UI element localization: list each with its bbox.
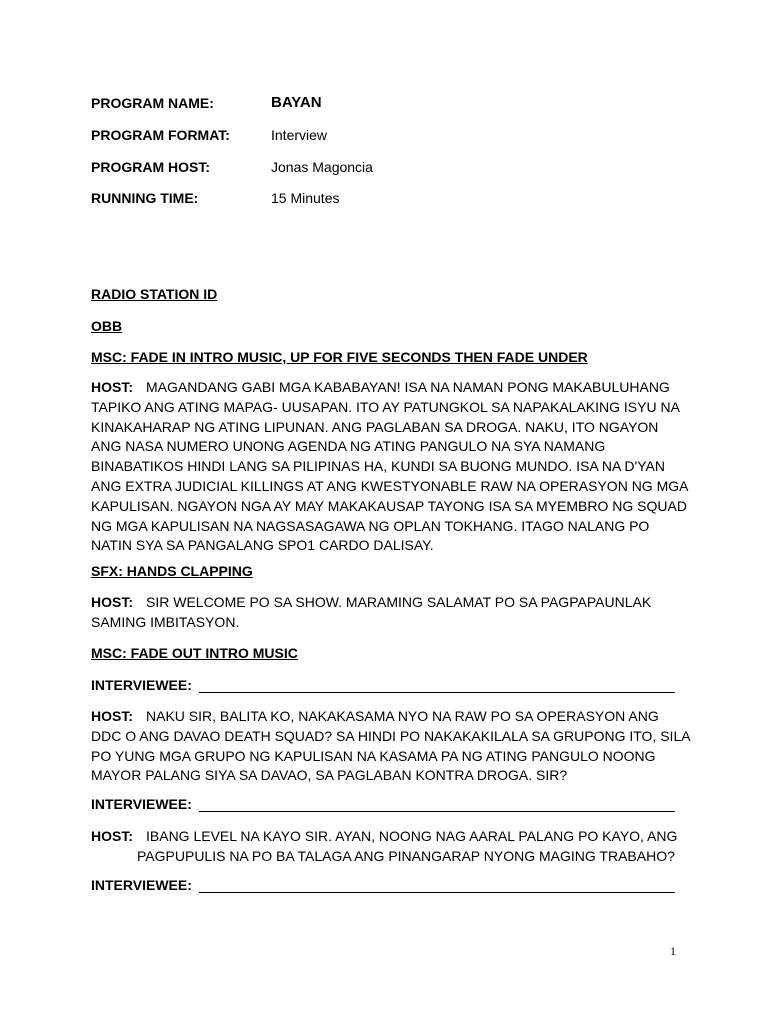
interviewee-line-3 [91,877,675,893]
host-label: HOST: [91,828,133,844]
cue-radio-station-id: RADIO STATION ID [91,286,218,302]
cue-msc-fade-in: MSC: FADE IN INTRO MUSIC, UP FOR FIVE SECONDS THEN FADE UNDER [91,349,588,365]
program-name-value: BAYAN [271,94,322,111]
answer-blank [199,798,675,812]
interviewee-line-1 [91,677,675,693]
program-host-value: Jonas Magoncia [271,159,373,175]
program-host-label: PROGRAM HOST: [91,159,210,175]
host-line-4 [91,827,697,867]
host-label: HOST: [91,379,133,395]
host-line-1 [91,378,691,556]
cue-msc-fade-out: MSC: FADE OUT INTRO MUSIC [91,645,298,661]
host-line-3 [91,707,691,786]
page-number: 1 [670,944,676,958]
program-format-label: PROGRAM FORMAT: [91,127,230,143]
running-time-value: 15 Minutes [271,190,340,206]
interviewee-line-2 [91,796,675,812]
program-format-value: Interview [271,127,328,143]
interviewee-label: INTERVIEWEE: [91,796,192,812]
program-name-label: PROGRAM NAME: [91,95,214,111]
host-line-4-text: IBANG LEVEL NA KAYO SIR. AYAN, NOONG NAG AARAL PALANG PO KAYO, ANG PAGPUPULIS NA PO BA TALAGA ANG PINANGARAP NYONG MAGING TRABAHO? [137,828,678,864]
host-label: HOST: [91,594,133,610]
host-label: HOST: [91,708,133,724]
cue-obb: OBB [91,318,123,334]
interviewee-label: INTERVIEWEE: [91,877,192,893]
interviewee-label: INTERVIEWEE: [91,677,192,693]
host-line-1-text: MAGANDANG GABI MGA KABABAYAN! ISA NA NAMAN PONG MAKABULUHANG TAPIKO ANG ATING MAPAG- UUSAPAN. ITO AY PATUNGKOL SA NAPAKALAKING ISYU NA KINAKAHARAP NG ATING LIPUNAN. ANG PAGLABAN SA DROGA. NAKU, ITO NGAYON ANG NASA NUMERO UNONG AGENDA NG ATING PANGULO NA SYA NAMANG BINABATIKOS HINDI LANG SA PILIPINAS HA, KUNDI SA BUONG MUNDO. ISA NA D'YAN ANG EXTRA JUDICIAL KILLINGS AT ANG KWESTYONABLE RAW NA OPERASYON NG MGA KAPULISAN. NGAYON NGA AY MAY MAKAKAUSAP TAYONG ISA SA MYEMBRO NG SQUAD NG MGA KAPULISAN NA NAGSASAGAWA NG OPLAN TOKHANG. ITAGO NALANG PO NATIN SYA SA PANGALANG SPO1 CARDO DALISAY. [91,379,688,554]
cue-sfx-hands-clapping: SFX: HANDS CLAPPING [91,563,253,579]
running-time-label: RUNNING TIME: [91,190,199,206]
host-line-3-text: NAKU SIR, BALITA KO, NAKAKASAMA NYO NA RAW PO SA OPERASYON ANG DDC O ANG DAVAO DEATH SQUAD? SA HINDI PO NAKAKAKILALA SA GRUPONG ITO, SILA PO YUNG MGA GRUPO NG KAPULISAN NA KASAMA PA NG ATING PANGULO NOONG MAYOR PALANG SIYA SA DAVAO, SA PAGLABAN KONTRA DROGA. SIR? [91,708,690,784]
answer-blank [199,679,675,693]
answer-blank [199,879,675,893]
host-line-2 [91,593,691,633]
host-line-2-text: SIR WELCOME PO SA SHOW. MARAMING SALAMAT PO SA PAGPAPAUNLAK SAMING IMBITASYON. [91,594,652,630]
